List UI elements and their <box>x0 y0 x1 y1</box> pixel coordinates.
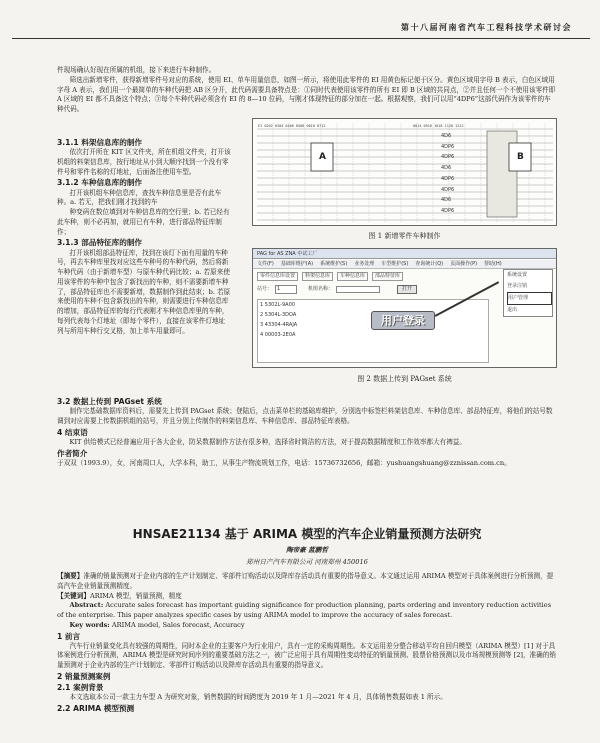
tab-part-info[interactable]: 零件信息库设置 <box>257 272 298 281</box>
top-paragraph-1: 件现场确认好现在所属的机组，接下来进行车种制作。 <box>57 66 216 74</box>
en-keywords-text: ARIMA model, Sales forecast, Accuracy <box>111 620 245 629</box>
menu-base-maintenance[interactable]: 基础库维护(A) <box>280 261 314 267</box>
user-login-label: 用户登录 <box>371 311 435 330</box>
grid-row: 3 43304-4RAJA <box>260 322 298 328</box>
fig1-code: 4DP6 <box>441 154 455 161</box>
en-keywords-label: Key words: <box>69 620 110 629</box>
pag-window-title: PAG for AS ZNA 中试工厂 <box>253 249 557 259</box>
paragraph-2-1: 本文选取本公司一款主力车型 A 为研究对象，销售数据的时间跨度为 2019 年 1 月—2021 年 4 月，具体销售数据如表 1 所示。 <box>69 693 447 702</box>
region-a-label: A <box>319 152 326 162</box>
article-authors: 陶帝豪 蓝鹏哲 <box>286 546 328 554</box>
open-button[interactable]: 打开 <box>397 285 417 294</box>
author-bio-heading: 作者简介 <box>57 448 88 458</box>
heading-3-1-1: 3.1.1 料架信息库的制作 <box>57 138 143 147</box>
figure-1-caption: 图 1 新增零件车种制作 <box>368 232 441 240</box>
heading-2-2: 2.2 ARIMA 模型预测 <box>57 704 135 714</box>
en-abstract-label: Abstract: <box>69 601 104 610</box>
en-abstract-text: Accurate sales forecast has important guiding significance for production planning, parts ordering and inventory reduction activities of the enterprise. This paper analyzes specific cases by using ARIMA model to improve the accuracy of sales forecast. <box>57 601 552 619</box>
fig1-code: 4DP6 <box>441 143 455 150</box>
header-rule <box>12 38 590 39</box>
article-title: HNSAE21134 基于 ARIMA 模型的汽车企业销量预测方法研究 <box>132 527 482 541</box>
paragraph-3-2: 制作完基础数据库资料后，需要先上传到 PAGset 系统；登陆后，点击菜单栏的基础库维护，分别选中标签栏料架信息库、车种信息库、部品特征库，将他们的站号数调到对应需要上传数据机组的站号，并且分别上传制作的料架信息库、车种信息库、部品特征库表格。 <box>57 407 553 425</box>
menu-business[interactable]: 业务处理 <box>354 261 375 267</box>
region-b-label: B <box>517 152 524 162</box>
paragraph-3-1-1: 依次打开所在 KIT 区文件夹，所在机组文件夹，打开该机组的料架信息库，按行地址从小到大顺序找到一个没有零件号和零件名称的灯地址，后面备注使用车型。 <box>57 148 231 176</box>
grid-row: 1 5302L-9A00 <box>260 302 295 308</box>
heading-3-1-3: 3.1.3 部品特征库的制作 <box>57 238 143 248</box>
heading-3-1-2: 3.1.2 车种信息库的制作 <box>57 178 143 188</box>
fig1-code: 4DP6 <box>441 186 455 193</box>
paragraph-4: KIT 供给模式已经普遍应用于各大企业，防呆数据制作方法有很多种，选择省时简洁的方法，对于提高数据精度和工作效率都大有裨益。 <box>69 437 466 446</box>
figure-1 <box>252 118 557 226</box>
menu-query[interactable]: 查询统计(Q) <box>415 261 444 267</box>
station-label: 站号： <box>257 286 273 292</box>
station-input[interactable]: 1 <box>275 285 297 294</box>
grid-row: 4 00003-2E0A <box>260 332 296 338</box>
heading-4: 4 结束语 <box>57 427 88 437</box>
paragraph-3-1-2b: 种变码在数位填到对车种信息库的空行里；b. 若已经有此车种，则不必再加，就用已有车种，进行部品特征库制作； <box>57 208 230 236</box>
figure-2-caption: 图 2 数据上传到 PAGset 系统 <box>357 375 452 383</box>
journal-header: 第十八届河南省汽车工程科技学术研讨会 <box>401 23 572 32</box>
figure-1-spreadsheet <box>253 119 557 226</box>
popup-system-settings[interactable]: 系统设置 <box>507 272 528 278</box>
heading-2: 2 销量预测案例 <box>57 671 111 681</box>
machine-input[interactable] <box>336 286 380 293</box>
paragraph-3-1-3: 打开该机组部品特征库，找到在该灯下面有用量的车种号，再去车种库里找对应这些车种号的车种代码，然后将新车种代码（由于新增车型）与原车种代码比较；a. 若原来使用该零件的车种中包含了新找出的车种，则不需要新增车种了，部品特征库也不需要新增，数据制作到此结束；b. 若原来使用的车种不包含新找出的车种，则需要进行车种信息库的增加，部品特征库的每行代表刚才车种信息库里的车种，每列代表每个灯地址（即每个零件），直接在该零件灯地址列与所用车种行交叉格，加上单车用量即可。 <box>57 248 231 335</box>
fig1-code: 4DP6 <box>441 207 455 214</box>
top-text <box>57 66 557 115</box>
left-column <box>57 137 231 336</box>
pag-menubar <box>253 260 557 269</box>
fig1-code: 4D6 <box>441 165 452 172</box>
tab-model-info[interactable]: 车种信息库 <box>337 272 368 281</box>
paragraph-intro: 汽车行业销量变化具有较强的周期性，同时本企业的主要客户为行业用户，具有一定的采购周期性。本文运用差分整合移动平均自回归模型（ARIMA 模型）[1] 对于具体案例进行分析预测，ARIMA 模型是研究时间序列的重要基础方法之一，被广泛应用于具有周期性变动特征的销量预测、股票价格预测以及市场规模预测等 [2]，准确的销量预测对于企业内部的生产计划制定、零部件订购活动以及降库存活动具有重要的指导意义。 <box>57 641 556 670</box>
menu-page[interactable]: 页面操作(P) <box>450 261 478 267</box>
top-paragraph-2: 筛选出新增零件，获得新增零件号对应的系统，使用 EI、单车用量信息，如图一所示，将使用此零件的 EI 用黄色标记便于区分。黄色区域用字母 B 表示，白色区域用字母 A 表示，我们用一个最简单的车种代码把 AB 区分开，此代码需要具备特点是：①同时代表使用该零件的所有 EI 即 B 区域的共同点，②并且任何一个不使用该零件即 A 区域的 EI 都不具备这个特点；③每个车种代码必须含有 EI 的 8—10 位码，与刚才体现特征的部分加在一起。根据观察，我们可以用“4DP6”这部代码作为该零件的车种代码。 <box>57 75 556 113</box>
grid-row: 2 5304L-3DOA <box>260 312 297 318</box>
fig1-code: 4D6 <box>441 197 452 204</box>
abstract-text: 准确的销量预测对于企业内部的生产计划制定、零部件订购活动以及降库存活动具有重要的指导意义。本文通过运用 ARIMA 模型对于具体案例进行分析预测，提高汽车企业销量预测精度。 <box>57 572 554 590</box>
keywords-label: 【关键词】 <box>57 591 90 600</box>
figure-2 <box>252 248 557 368</box>
pag-tabs <box>257 272 403 281</box>
system-popup-menu <box>503 269 553 317</box>
heading-1: 1 前言 <box>57 631 81 641</box>
mid-text <box>57 396 557 469</box>
menu-system[interactable]: 系统维护(S) <box>320 261 348 267</box>
svg-text:0814 0916 1018 1120 1222: 0814 0916 1018 1120 1222 <box>413 124 464 128</box>
fig1-code: 4DP6 <box>441 175 455 182</box>
author-bio: 于双双（1993.9），女，河南周口人，大学本科，助工，从事生产物流规划工作，电话：15736732656，邮箱：yushuangshuang@zznissan.com.cn。 <box>57 458 511 467</box>
paragraph-3-1-2a: 打开该机组车种信息库，查找车种信息里是否有此车种。a. 若无，把我们刚才找到的车 <box>57 188 222 207</box>
popup-logout[interactable]: 登录注销 <box>507 283 528 289</box>
article-affiliation: 郑州日产汽车有限公司 河南郑州 450016 <box>246 558 368 566</box>
abstract-block <box>57 572 557 714</box>
menu-model[interactable]: 车型维护(S) <box>381 261 409 267</box>
menu-help[interactable]: 帮助(H) <box>484 261 502 267</box>
heading-3-2: 3.2 数据上传到 PAGset 系统 <box>57 397 162 406</box>
machine-label: 机组名称： <box>308 286 334 292</box>
svg-text:EI 0202 0304 0406 0508 0610: EI 0202 0304 0406 0508 0610 0712 <box>258 124 326 128</box>
popup-exit[interactable]: 退出 <box>507 307 518 313</box>
fig1-code: 4D6 <box>441 133 452 139</box>
menu-file[interactable]: 文件(F) <box>257 261 274 267</box>
popup-user-management[interactable]: 用户管理 <box>507 292 552 305</box>
pag-toolbar <box>257 285 417 294</box>
fig1-codes <box>441 131 454 217</box>
heading-2-1: 2.1 案例背景 <box>57 683 104 693</box>
data-grid <box>257 299 489 363</box>
abstract-label: 【摘要】 <box>57 572 84 580</box>
keywords-text: ARIMA 模型，销量预测，精度 <box>89 591 182 600</box>
tab-part-feature[interactable]: 部品特征库 <box>372 272 403 281</box>
tab-rack-info[interactable]: 料架信息库 <box>302 272 333 281</box>
